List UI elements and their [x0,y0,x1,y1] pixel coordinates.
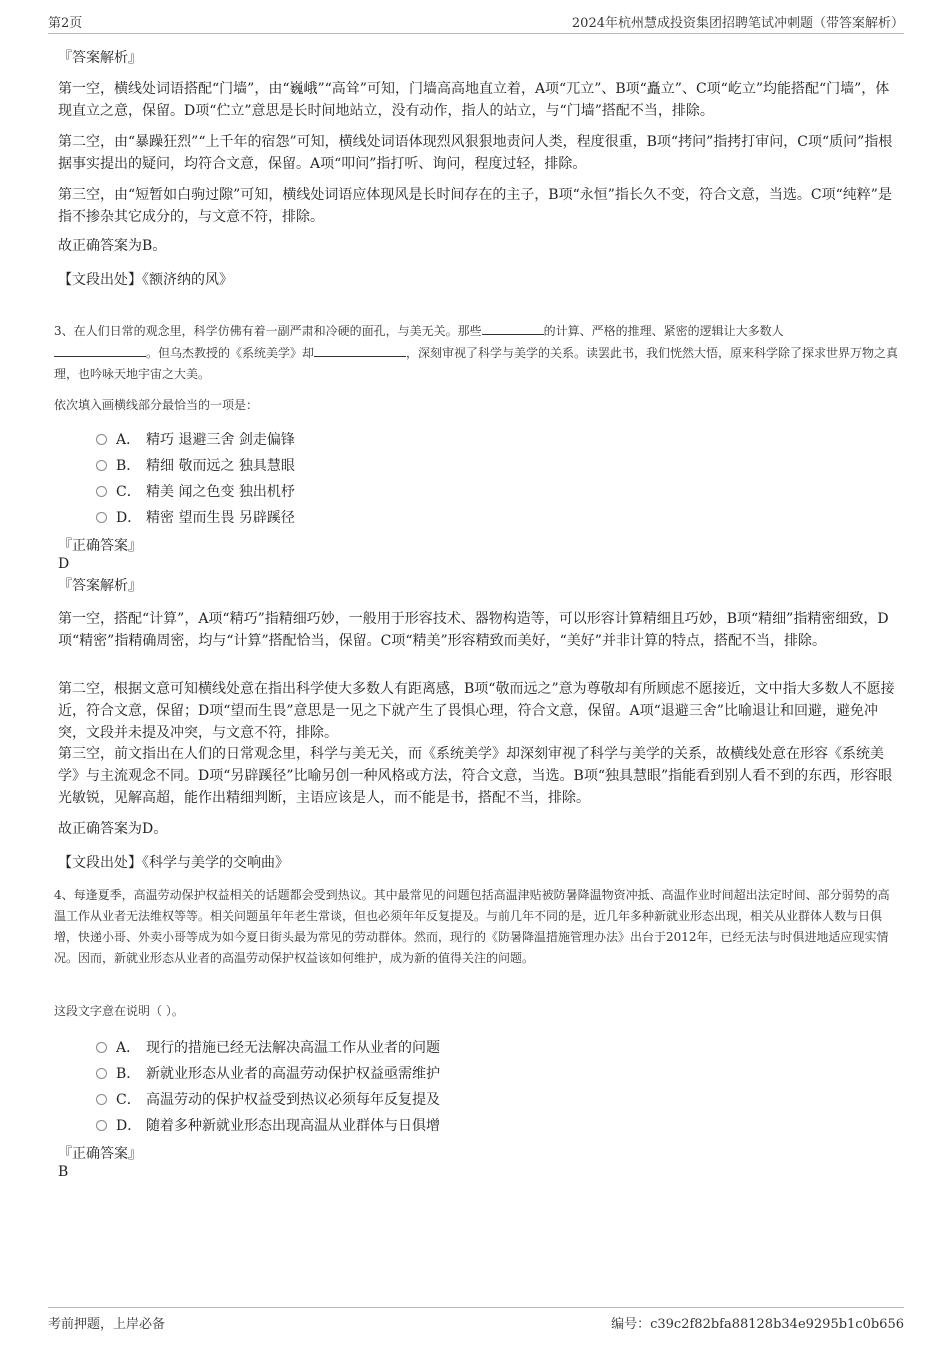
header-divider [48,33,904,34]
q3-analysis-para2: 第二空，根据文意可知横线处意在指出科学使大多数人有距离感，B项“敬而远之”意为尊敬却有所顾虑不愿接近，文中指大多数人不愿接近，符合文意，保留；D项“望而生畏”意思是一见之下就产生了畏惧心理，符合文意，保留。A项“退避三舍”比喻退让和回避，避免冲突，文段并未提及冲突，与文意不符，排除。 [58,681,895,741]
q3-option-d[interactable]: D． 精密 望而生畏 另辟蹊径 [96,508,295,528]
q4-option-c[interactable]: C． 高温劳动的保护权益受到热议必须每年反复提及 [96,1090,440,1110]
radio-icon[interactable] [96,486,107,497]
radio-icon[interactable] [96,1120,107,1131]
q4-option-b[interactable]: B． 新就业形态从业者的高温劳动保护权益亟需维护 [96,1064,440,1084]
q3-source: 【文段出处】《科学与美学的交响曲》 [58,855,289,871]
radio-icon[interactable] [96,434,107,445]
q3-correct-answer: D [58,556,70,572]
q4-correct-answer: B [58,1164,69,1180]
blank-2 [54,342,146,357]
q4-option-d[interactable]: D． 随着多种新就业形态出现高温从业群体与日俱增 [96,1116,440,1136]
q2-source: 【文段出处】《额济纳的风》 [58,272,233,288]
q3-prompt: 依次填入画横线部分最恰当的一项是： [54,398,259,412]
page-header [48,12,904,32]
q2-analysis-para3: 第三空，由“短暂如白驹过隙”可知，横线处词语应体现风是长时间存在的主子，B项“永恒”指长久不变，符合文意，当选。C项“纯粹”是指不掺杂其它成分的，与文意不符，排除。 [58,187,892,225]
q2-analysis-label: 『答案解析』 [58,50,142,66]
document-title: 2024年杭州慧成投资集团招聘笔试冲刺题（带答案解析） [571,16,904,31]
blank-3 [314,342,406,357]
q3-analysis-label: 『答案解析』 [58,578,142,594]
q3-correct-label: 『正确答案』 [58,538,142,554]
q2-conclusion: 故正确答案为B。 [58,238,167,254]
radio-icon[interactable] [96,460,107,471]
q3-option-b[interactable]: B． 精细 敬而远之 独具慧眼 [96,456,295,476]
page-number: 第2页 [48,16,83,31]
blank-1 [482,320,544,335]
q4-option-a[interactable]: A． 现行的措施已经无法解决高温工作从业者的问题 [96,1038,440,1058]
q4-stem: 4、每逢夏季，高温劳动保护权益相关的话题都会受到热议。其中最常见的问题包括高温津贴被防暑降温物资冲抵、高温作业时间超出法定时间、部分弱势的高温工作从业者无法维权等等。相关问题虽年年老生常谈，但也必须年年反复提及。与前几年不同的是，近几年多种新就业形态出现，相关从业群体人数与日俱增，快递小哥、外卖小哥等成为如今夏日街头最为常见的劳动群体。然而，现行的《防暑降温措施管理办法》出台于2012年，已经无法与时俱进地适应现实情况。因而，新就业形态从业者的高温劳动保护权益该如何维护，成为新的值得关注的问题。 [54,888,890,965]
radio-icon[interactable] [96,512,107,523]
q3-analysis-para1: 第一空，搭配“计算”，A项“精巧”指精细巧妙，一般用于形容技术、器物构造等，可以形容计算精细且巧妙，B项“精细”指精密细致，D项“精密”指精确周密，均与“计算”搭配恰当，保留。C项“精美”形容精致而美好，“美好”并非计算的特点，搭配不当，排除。 [58,611,889,649]
q3-option-c[interactable]: C． 精美 闻之色变 独出机杼 [96,482,295,502]
radio-icon[interactable] [96,1068,107,1079]
q2-analysis-para2: 第二空，由“暴躁狂烈”“上千年的宿怨”可知，横线处词语体现烈风狠狠地责问人类，程度很重，B项“拷问”指拷打审问，C项“质问”指根据事实提出的疑问，均符合文意，保留。A项“叩问”指打听、询问，程度过轻，排除。 [58,134,893,172]
radio-icon[interactable] [96,1094,107,1105]
q3-option-a[interactable]: A． 精巧 退避三舍 剑走偏锋 [96,430,295,450]
q3-analysis-para3: 第三空，前文指出在人们的日常观念里，科学与美无关，而《系统美学》却深刻审视了科学与美学的关系，故横线处意在形容《系统美学》与主流观念不同。D项“另辟蹊径”比喻另创一种风格或方法，符合文意，当选。B项“独具慧眼”指能看到别人看不到的东西，形容眼光敏锐，见解高超，能作出精细判断，主语应该是人，而不能是书，搭配不当，排除。 [58,746,893,806]
q4-prompt: 这段文字意在说明（ ）。 [54,1004,184,1018]
footer-slogan: 考前押题，上岸必备 [48,1317,166,1332]
footer-divider [48,1307,904,1308]
radio-icon[interactable] [96,1042,107,1053]
q3-stem: 3、在人们日常的观念里，科学仿佛有着一副严肃和冷硬的面孔，与美无关。那些 的计算、严格的推理、紧密的逻辑让大多数人 。但乌杰教授的《系统美学》却 ，深刻审视了科学与美学的关系。读罢此书，我们恍然大悟，原来科学除了探求世界万物之真理，也吟咏天地宇宙之大美。 [54,320,900,385]
q4-correct-label: 『正确答案』 [58,1146,142,1162]
document-id: 编号：c39c2f82bfa88128b34e9295b1c0b656 [611,1317,904,1332]
q3-conclusion: 故正确答案为D。 [58,821,168,837]
q2-analysis-para1: 第一空，横线处词语搭配“门墙”，由“巍峨”“高耸”可知，门墙高高地直立着，A项“兀立”、B项“矗立”、C项“屹立”均能搭配“门墙”，体现直立之意，保留。D项“伫立”意思是长时间地站立，没有动作，指人的站立，与“门墙”搭配不当，排除。 [58,81,890,119]
